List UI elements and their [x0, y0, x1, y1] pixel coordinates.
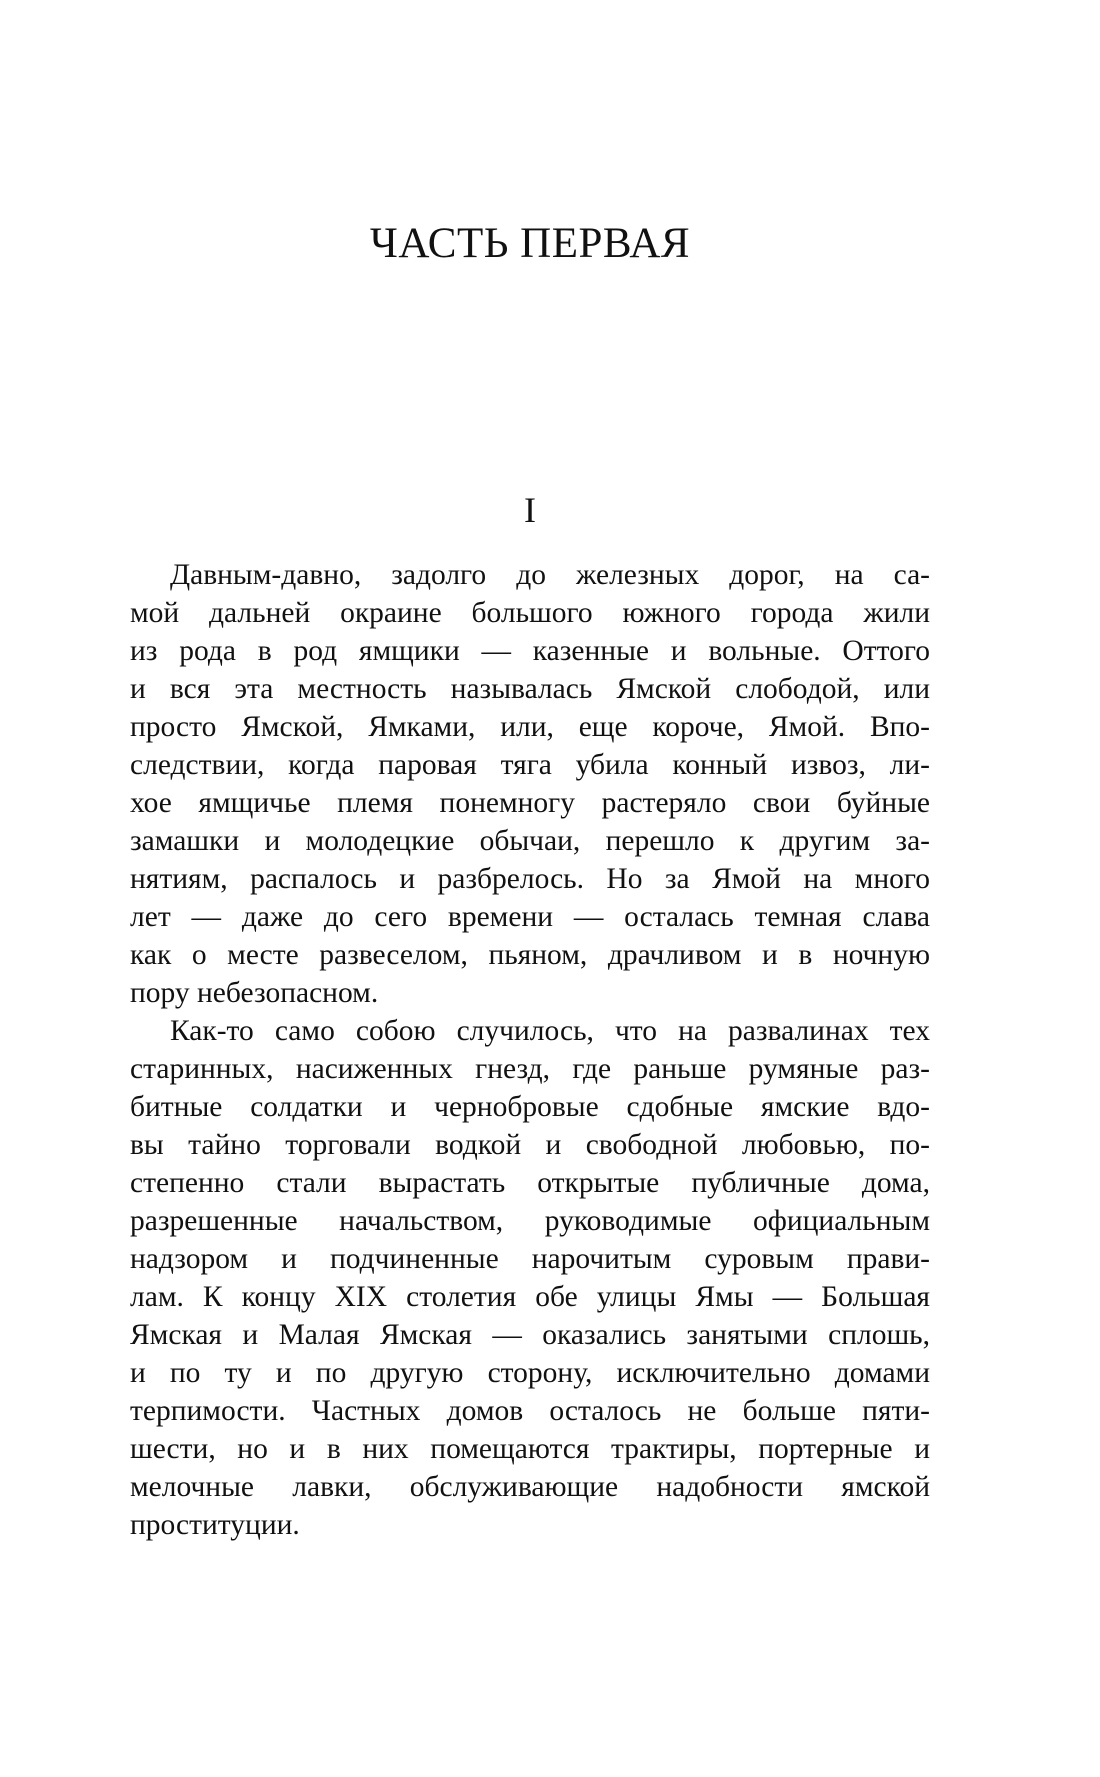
text-line: надзором и подчиненные нарочитым суровым прави-: [130, 1243, 930, 1275]
text-line: и по ту и по другую сторону, исключительно домами: [130, 1357, 930, 1389]
text-line: шести, но и в них помещаются трактиры, портерные и: [130, 1433, 930, 1465]
text-line: Ямская и Малая Ямская — оказались занятыми сплошь,: [130, 1319, 930, 1351]
text-line: терпимости. Частных домов осталось не больше пяти-: [130, 1395, 930, 1427]
text-line: как о месте развеселом, пьяном, драчливом и в ночную: [130, 939, 930, 971]
text-line: замашки и молодецкие обычаи, перешло к другим за-: [130, 825, 930, 857]
text-line: мелочные лавки, обслуживающие надобности ямской: [130, 1471, 930, 1503]
text-line: хое ямщичье племя понемногу растеряло свои буйные: [130, 787, 930, 819]
text-line: просто Ямской, Ямками, или, еще короче, Ямой. Впо-: [130, 711, 930, 743]
text-line: лет — даже до сего времени — осталась темная слава: [130, 901, 930, 933]
text-line: нятиям, распалось и разбрелось. Но за Ямой на много: [130, 863, 930, 895]
text-line: битные солдатки и чернобровые сдобные ямские вдо-: [130, 1091, 930, 1123]
text-line: пору небезопасном.: [130, 977, 379, 1009]
text-line: Как-то само собою случилось, что на развалинах тех: [170, 1015, 930, 1047]
text-line: старинных, насиженных гнезд, где раньше румяные раз-: [130, 1053, 930, 1085]
text-line: следствии, когда паровая тяга убила конный извоз, ли-: [130, 749, 930, 781]
text-line: мой дальней окраине большого южного города жили: [130, 597, 930, 629]
text-line: из рода в род ямщики — казенные и вольные. Оттого: [130, 635, 930, 667]
text-line: проституции.: [130, 1509, 300, 1541]
text-line: степенно стали вырастать открытые публичные дома,: [130, 1167, 930, 1199]
text-line: разрешенные начальством, руководимые официальным: [130, 1205, 930, 1237]
text-line: и вся эта местность называлась Ямской слободой, или: [130, 673, 930, 705]
part-title: ЧАСТЬ ПЕРВАЯ: [369, 220, 691, 267]
text-line: лам. К концу XIX столетия обе улицы Ямы — Большая: [130, 1281, 930, 1313]
text-line: вы тайно торговали водкой и свободной любовью, по-: [130, 1129, 930, 1161]
chapter-number: I: [524, 490, 536, 530]
text-line: Давным-давно, задолго до железных дорог, на са-: [170, 559, 930, 591]
